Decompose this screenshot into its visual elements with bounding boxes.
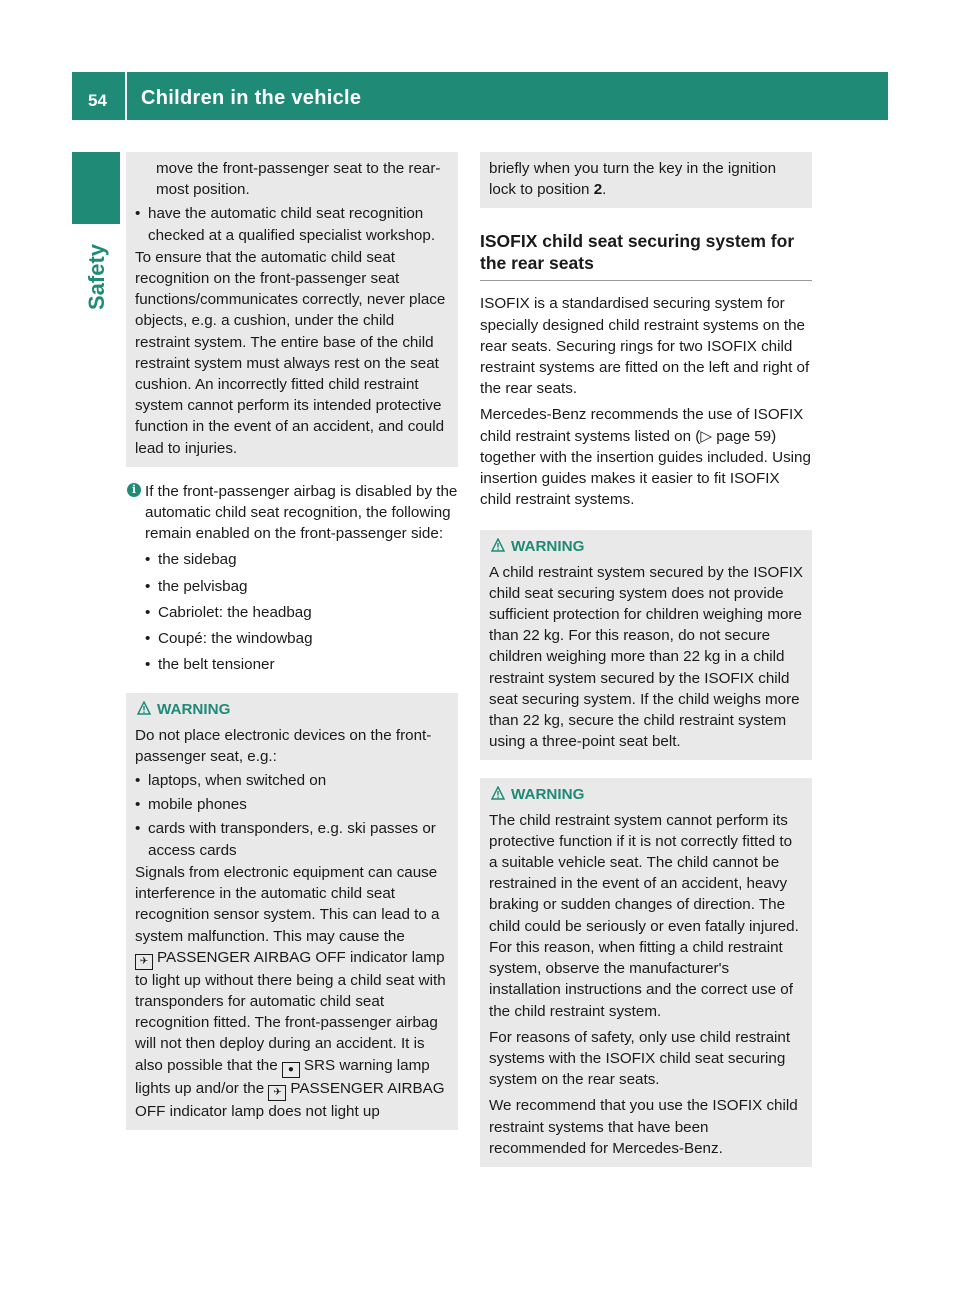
warning-text: For reasons of safety, only use child restraint systems with the ISOFIX child seat securing system on the rear seats.: [489, 1028, 791, 1089]
airbag-off-icon: ✈: [268, 1085, 286, 1101]
warning-text-part: Signals from electronic equipment can cause interference in the automatic child seat recognition sensor system. This can lead to a system malfunction. This may cause the: [135, 863, 440, 945]
box-paragraph: To ensure that the automatic child seat recognition on the front-passenger seat functions/communicates correctly, never place objects, e.g. a cushion, under the child restraint system. The entire base of the child restraint system must always rest on the seat cushion. An incorrectly fitted child restraint system cannot perform its intended protective function in the event of an accident, and could lead to injuries.: [135, 248, 446, 457]
page-header: [72, 72, 888, 120]
list-item: • the pelvisbag: [145, 576, 458, 597]
right-column: [480, 152, 812, 1167]
warning-text: A child restraint system secured by the ISOFIX child seat securing system does not provide sufficient protection for children weighing more than 22 kg. For this reason, do not secure children weighing more than 22 kg in a child restraint system secured by the ISOFIX child seat securing system. If the child weighs more than 22 kg, secure the child restraint system using a three-point seat belt.: [489, 563, 803, 751]
warning-text: The child restraint system cannot perform its protective function if it is not correctly fitted to a suitable vehicle seat. The child cannot be restrained in the event of an accident, heavy braking or sudden changes of direction. The child could be seriously or even fatally injured. For this reason, when fitting a child restraint system, observe the manufacturer's installation instructions and the correct use of the child restraint system.: [489, 811, 799, 1020]
info-note: [126, 481, 458, 676]
warning-heading: [489, 536, 804, 557]
srs-warning-icon: ●: [282, 1062, 300, 1078]
warning-text-part: SRS warning lamp lights up and/or the: [135, 1056, 430, 1097]
continued-text: move the front-passenger seat to the rear-most position.: [156, 160, 441, 199]
section-tab-block: [72, 152, 120, 224]
warning-heading: [135, 699, 450, 720]
page-number: 54: [88, 91, 107, 110]
list-item: • have the automatic child seat recognition checked at a qualified specialist workshop.: [135, 203, 450, 245]
body-paragraph: ISOFIX is a standardised securing system for specially designed child restraint systems on the rear seats. Securing rings for two ISOFIX child restraint systems are fitted on the left and right of the rear seats.: [480, 295, 810, 398]
list-item: • mobile phones: [135, 794, 450, 815]
text-part: briefly when you turn the key in the ignition lock to position: [489, 160, 777, 199]
position-value: 2: [593, 181, 603, 199]
warning-box: [480, 530, 812, 760]
list-item: • cards with transponders, e.g. ski passes or access cards: [135, 818, 450, 860]
warning-text-part: PASSENGER AIRBAG OFF indicator lamp does not light up: [135, 1079, 445, 1120]
info-text: If the front-passenger airbag is disabled by the automatic child seat recognition, the following remain enabled on the front-passenger side:: [145, 482, 458, 543]
warning-label: WARNING: [157, 701, 231, 719]
warning-box: [480, 778, 812, 1166]
section-tab-label: Safety: [84, 243, 109, 310]
warning-triangle-icon: [137, 701, 151, 715]
warning-text-part: PASSENGER AIRBAG OFF indicator lamp to light up without there being a child seat with transponders for automatic child seat recognition fitted. The front-passenger airbag will not then deploy during an accident. It is also possible that the: [135, 948, 446, 1074]
body-paragraph: Mercedes-Benz recommends the use of ISOFIX child restraint systems listed on (▷ page 59) together with the insertion guides included. Using insertion guides makes it easier to fit ISOFIX child restraint systems.: [480, 406, 811, 509]
page-title: Children in the vehicle: [141, 87, 362, 109]
text-part: together with the insertion guides included. Using insertion guides makes it easier to fit ISOFIX child restraint systems.: [480, 448, 811, 509]
page-reference-link[interactable]: page 59: [716, 427, 772, 445]
warning-text: We recommend that you use the ISOFIX child restraint systems that have been recommended for Mercedes-Benz.: [489, 1097, 798, 1157]
page-ref-arrow-icon: ▷: [700, 427, 712, 445]
airbag-off-icon: ✈: [135, 954, 153, 970]
warning-label: WARNING: [511, 538, 585, 556]
section-heading: ISOFIX child seat securing system for the rear seats: [480, 230, 812, 281]
text-part: .: [602, 181, 607, 199]
list-item: • laptops, when switched on: [135, 770, 450, 791]
warning-intro: Do not place electronic devices on the front-passenger seat, e.g.:: [135, 726, 432, 765]
text-part: Mercedes-Benz recommends the use of ISOFIX child restraint systems listed on: [480, 406, 804, 445]
list-item: • the sidebag: [145, 549, 458, 570]
list-item: • Coupé: the windowbag: [145, 628, 458, 649]
list-item: • Cabriolet: the headbag: [145, 602, 458, 623]
warning-triangle-icon: [491, 538, 505, 552]
warning-box: [126, 693, 458, 1129]
continued-text: [489, 158, 804, 200]
left-column: [126, 152, 458, 1130]
header-divider: [125, 72, 127, 120]
continued-box: [480, 152, 812, 208]
warning-triangle-icon: [491, 786, 505, 800]
info-icon: i: [127, 483, 141, 497]
continued-box: [126, 152, 458, 467]
warning-text: [135, 862, 450, 1122]
warning-label: WARNING: [511, 786, 585, 804]
list-item: • the belt tensioner: [145, 654, 458, 675]
warning-heading: [489, 784, 804, 805]
